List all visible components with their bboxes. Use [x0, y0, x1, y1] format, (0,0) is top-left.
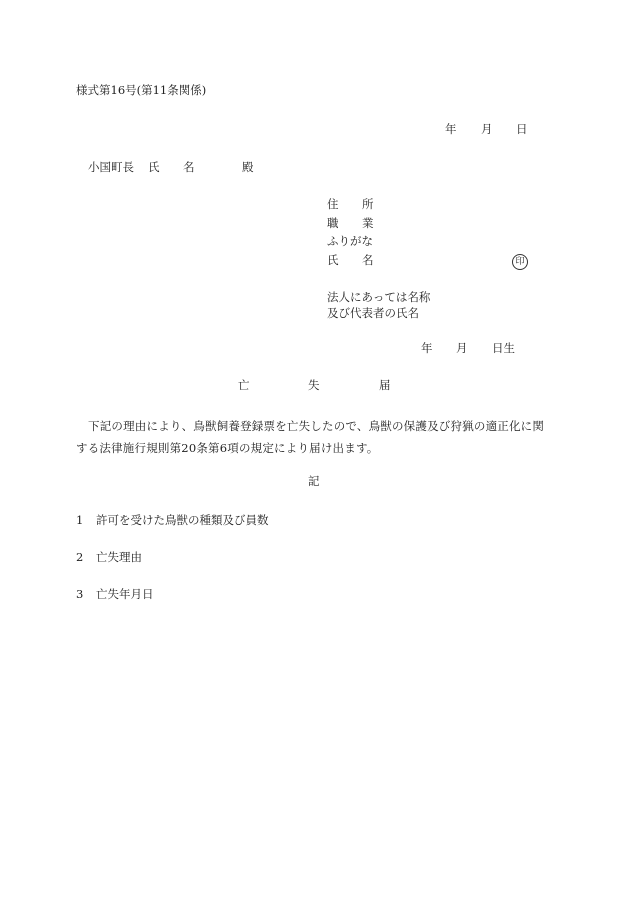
- name-label-2: 名: [362, 253, 374, 267]
- body-line-2: する法律施行規則第20条第6項の規定により届け出ます。: [76, 441, 379, 455]
- name-label-1: 氏: [327, 253, 339, 267]
- birth-year-label: 年: [421, 341, 433, 355]
- item-text: 許可を受けた鳥獣の種類及び員数: [96, 513, 269, 527]
- title-char-2: 失: [308, 378, 320, 392]
- seal-mark: 印: [512, 254, 528, 270]
- item-number: 2: [76, 550, 84, 564]
- corporate-note-line-1: 法人にあっては名称: [327, 290, 431, 304]
- date-month-label: 月: [481, 122, 493, 136]
- addressee-shi: 氏: [148, 160, 160, 174]
- item-number: 3: [76, 587, 84, 601]
- furigana-label: ふりがな: [327, 234, 373, 248]
- occupation-label-2: 業: [362, 216, 374, 230]
- date-day-label: 日: [516, 122, 528, 136]
- title-char-3: 届: [379, 378, 391, 392]
- item-text: 亡失年月日: [96, 587, 154, 601]
- address-label-2: 所: [362, 197, 374, 211]
- body-line-1: 下記の理由により、鳥獣飼養登録票を亡失したので、鳥獣の保護及び狩猟の適正化に関: [88, 419, 545, 433]
- addressee-honorific: 殿: [242, 160, 254, 174]
- title-char-1: 亡: [238, 378, 250, 392]
- addressee-title: 小国町長: [88, 160, 134, 174]
- date-year-label: 年: [445, 122, 457, 136]
- body-paragraph: [76, 415, 554, 459]
- birth-day-label: 日生: [492, 341, 515, 355]
- corporate-note-line-2: 及び代表者の氏名: [327, 306, 419, 320]
- form-number: 様式第16号(第11条関係): [76, 83, 207, 97]
- ki-label: 記: [308, 474, 320, 488]
- addressee-mei: 名: [183, 160, 195, 174]
- item-number: 1: [76, 513, 84, 527]
- occupation-label-1: 職: [327, 216, 339, 230]
- address-label-1: 住: [327, 197, 339, 211]
- birth-month-label: 月: [456, 341, 468, 355]
- item-text: 亡失理由: [96, 550, 142, 564]
